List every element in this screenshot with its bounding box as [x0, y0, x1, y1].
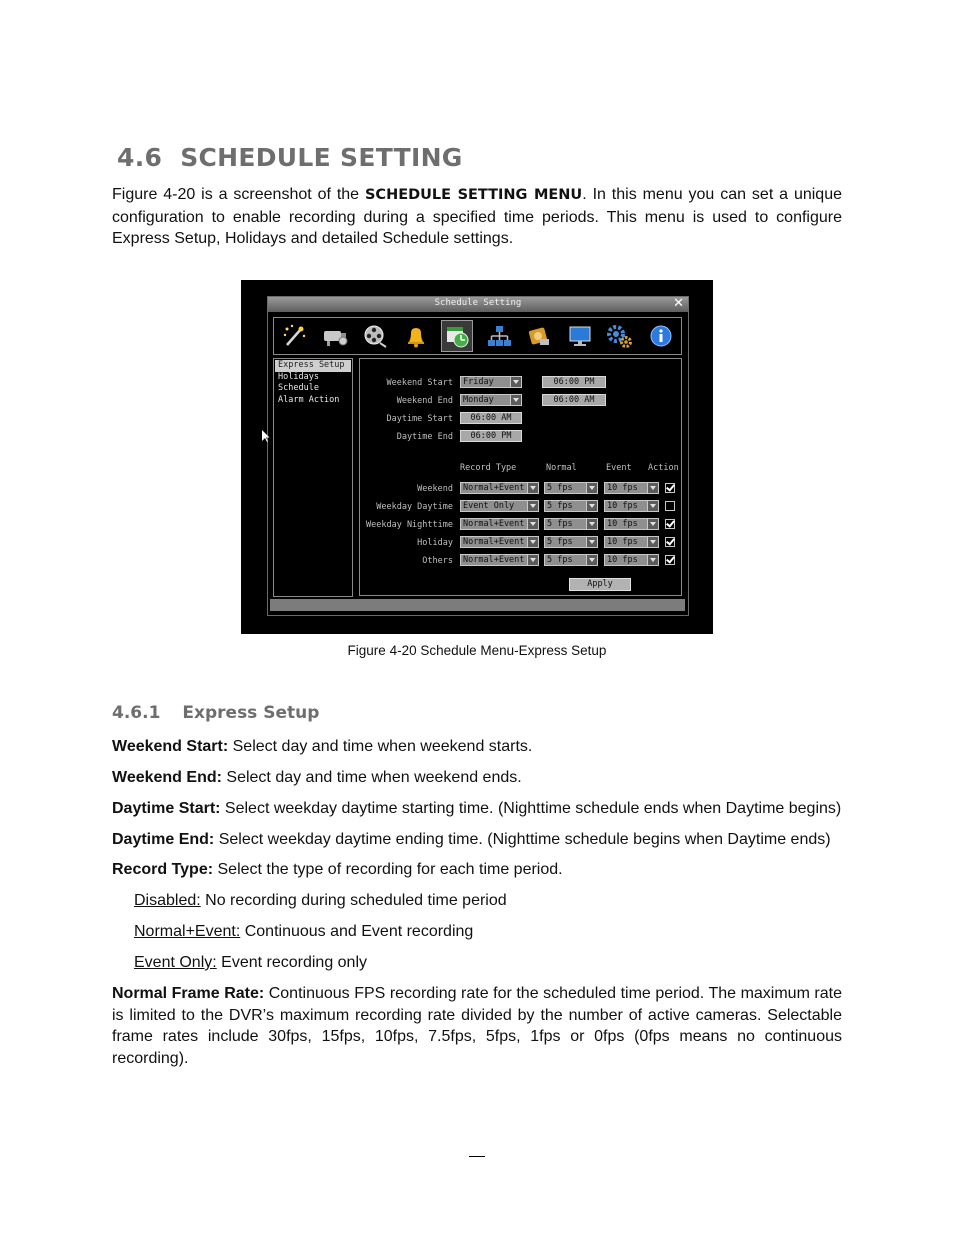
event-fps-select-holiday[interactable] — [604, 536, 659, 548]
definition-text: Select weekday daytime starting time. (Nighttime schedule ends when Daytime begins) — [220, 800, 842, 817]
chevron-down-icon — [647, 501, 658, 511]
option-normal-event — [134, 921, 473, 942]
schedule-icon[interactable] — [441, 320, 473, 352]
express-setup-panel — [359, 358, 682, 596]
definition-text: Select day and time when weekend starts. — [228, 738, 533, 755]
intro-text-2: . In this menu you can set a unique configuration to enable recording during a specified time periods. This menu is used to configure Express Setup, Holidays and detailed Schedule settings. — [112, 186, 843, 247]
event-fps-value: 10 fps — [607, 519, 638, 529]
chevron-down-icon — [586, 483, 597, 493]
action-checkbox-weekday-daytime[interactable] — [665, 501, 675, 511]
normal-fps-select-weekday-nighttime[interactable] — [544, 518, 598, 530]
dvr-screenshot — [241, 280, 713, 634]
event-fps-select-weekday-daytime[interactable] — [604, 500, 659, 512]
daytime-end-time-field[interactable]: 06:00 PM — [460, 430, 522, 442]
definition-term: Weekend Start: — [112, 738, 229, 755]
weekend-start-time-field[interactable]: 06:00 PM — [542, 376, 606, 388]
record-type-select-others[interactable] — [460, 554, 539, 566]
window-titlebar — [268, 297, 688, 312]
subsection-number: 4.6.1 — [112, 703, 161, 723]
event-fps-value: 10 fps — [607, 555, 638, 565]
chevron-down-icon — [647, 519, 658, 529]
chevron-down-icon — [586, 501, 597, 511]
menu-item-schedule[interactable]: Schedule — [278, 383, 319, 393]
record-type-select-weekday-daytime[interactable] — [460, 500, 539, 512]
row-label-weekday-nighttime: Weekday Nighttime — [366, 520, 453, 530]
option-text: Continuous and Event recording — [240, 923, 474, 940]
section-heading: SCHEDULE SETTING — [180, 143, 463, 172]
chevron-down-icon — [527, 537, 538, 547]
event-fps-select-weekend[interactable] — [604, 482, 659, 494]
row-label-weekday-daytime: Weekday Daytime — [376, 502, 453, 512]
definition-term: Weekend End: — [112, 769, 222, 786]
event-fps-value: 10 fps — [607, 483, 638, 493]
col-record-type: Record Type — [460, 463, 517, 473]
toolbar — [273, 317, 682, 355]
option-text: No recording during scheduled time period — [200, 892, 507, 909]
chevron-down-icon — [586, 537, 597, 547]
definition-text: Continuous FPS recording rate for the scheduled time period. The maximum rate is limited to the DVR’s maximum recording rate divided by the number of active cameras. Selectable frame rates include 30fps, 15fps, 10fps, 7.5fps, 5fps, 1fps or 0fps (0fps means no continuous recording). — [112, 985, 843, 1067]
menu-item-express-setup[interactable]: Express Setup — [275, 360, 351, 372]
window-title: Schedule Setting — [434, 298, 522, 308]
chevron-down-icon — [647, 555, 658, 565]
weekend-start-label: Weekend Start — [386, 378, 453, 388]
record-type-select-weekday-nighttime[interactable] — [460, 518, 539, 530]
option-term: Event Only: — [134, 954, 217, 971]
chevron-down-icon — [527, 483, 538, 493]
record-type-value: Normal+Event — [463, 483, 525, 493]
definition-daytime-end — [112, 829, 831, 850]
intro-paragraph — [112, 184, 842, 250]
action-checkbox-weekday-nighttime[interactable] — [665, 519, 675, 529]
monitor-icon[interactable] — [565, 321, 595, 351]
definition-record-type — [112, 859, 563, 880]
normal-fps-select-holiday[interactable] — [544, 536, 598, 548]
record-type-value: Normal+Event — [463, 519, 525, 529]
definition-weekend-start — [112, 736, 532, 757]
col-action: Action — [648, 463, 679, 473]
record-type-value: Normal+Event — [463, 537, 525, 547]
row-label-weekend: Weekend — [417, 484, 453, 494]
record-type-select-weekend[interactable] — [460, 482, 539, 494]
normal-fps-value: 5 fps — [547, 519, 573, 529]
intro-text-1: Figure 4-20 is a screenshot of the — [112, 186, 365, 203]
subsection-title — [112, 703, 319, 723]
col-event: Event — [606, 463, 632, 473]
record-type-select-holiday[interactable] — [460, 536, 539, 548]
gears-icon[interactable] — [605, 321, 635, 351]
record-type-value: Normal+Event — [463, 555, 525, 565]
definition-term: Normal Frame Rate: — [112, 985, 265, 1002]
chevron-down-icon — [527, 519, 538, 529]
action-checkbox-others[interactable] — [665, 555, 675, 565]
subsection-heading: Express Setup — [182, 703, 320, 723]
weekend-end-time-field[interactable]: 06:00 AM — [542, 394, 606, 406]
weekend-end-label: Weekend End — [396, 396, 453, 406]
settings-menu-list — [273, 358, 353, 597]
option-event-only — [134, 952, 367, 973]
definition-term: Daytime Start: — [112, 800, 221, 817]
figure-caption: Figure 4-20 Schedule Menu-Express Setup — [347, 643, 607, 658]
row-label-holiday: Holiday — [417, 538, 453, 548]
definition-term: Record Type: — [112, 861, 214, 878]
event-fps-value: 10 fps — [607, 537, 638, 547]
definition-term: Daytime End: — [112, 831, 215, 848]
normal-fps-value: 5 fps — [547, 501, 573, 511]
event-fps-select-weekday-nighttime[interactable] — [604, 518, 659, 530]
window-statusbar — [270, 599, 685, 611]
daytime-start-time-field[interactable]: 06:00 AM — [460, 412, 522, 424]
disk-icon[interactable] — [524, 321, 554, 351]
network-icon[interactable] — [484, 321, 514, 351]
definition-normal-frame-rate — [112, 983, 842, 1069]
film-reel-icon[interactable] — [360, 321, 390, 351]
row-label-others: Others — [422, 556, 453, 566]
normal-fps-select-weekday-daytime[interactable] — [544, 500, 598, 512]
weekend-end-day-select[interactable] — [460, 394, 522, 406]
daytime-end-label: Daytime End — [396, 432, 453, 442]
magic-wand-icon[interactable] — [279, 321, 309, 351]
camera-icon[interactable] — [320, 321, 350, 351]
intro-menu-name: SCHEDULE SETTING MENU — [364, 187, 583, 203]
bell-icon[interactable] — [401, 321, 431, 351]
close-icon[interactable]: ✕ — [673, 296, 684, 311]
event-fps-select-others[interactable] — [604, 554, 659, 566]
event-fps-value: 10 fps — [607, 501, 638, 511]
weekend-start-day-select[interactable] — [460, 376, 522, 388]
definition-text: Select day and time when weekend ends. — [221, 769, 522, 786]
chevron-down-icon — [647, 537, 658, 547]
normal-fps-value: 5 fps — [547, 483, 573, 493]
chevron-down-icon — [647, 483, 658, 493]
chevron-down-icon — [527, 555, 538, 565]
normal-fps-select-weekend[interactable] — [544, 482, 598, 494]
action-checkbox-weekend[interactable] — [665, 483, 675, 493]
definition-weekend-end — [112, 767, 522, 788]
weekend-end-day-value: Monday — [463, 395, 494, 405]
action-checkbox-holiday[interactable] — [665, 537, 675, 547]
option-disabled — [134, 890, 507, 911]
definition-daytime-start — [112, 798, 841, 819]
col-normal: Normal — [546, 463, 577, 473]
option-term: Normal+Event: — [134, 923, 241, 940]
menu-item-alarm-action[interactable]: Alarm Action — [278, 394, 340, 405]
info-icon[interactable] — [646, 321, 676, 351]
option-term: Disabled: — [134, 892, 201, 909]
daytime-start-label: Daytime Start — [386, 414, 453, 424]
weekend-start-day-value: Friday — [463, 377, 494, 387]
chevron-down-icon — [527, 501, 538, 511]
chevron-down-icon — [586, 519, 597, 529]
definition-text: Select weekday daytime ending time. (Nighttime schedule begins when Daytime ends) — [214, 831, 831, 848]
chevron-down-icon — [510, 395, 521, 405]
record-type-value: Event Only — [463, 501, 515, 511]
normal-fps-value: 5 fps — [547, 537, 573, 547]
page-number-line — [469, 1156, 485, 1157]
apply-button[interactable]: Apply — [569, 578, 631, 591]
mouse-cursor-icon — [262, 430, 270, 443]
menu-item-holidays[interactable]: Holidays — [278, 371, 319, 382]
schedule-setting-window — [267, 296, 689, 616]
section-title — [117, 143, 463, 172]
chevron-down-icon — [586, 555, 597, 565]
normal-fps-value: 5 fps — [547, 555, 573, 565]
section-number: 4.6 — [117, 143, 163, 172]
definition-text: Select the type of recording for each time period. — [213, 861, 563, 878]
option-text: Event recording only — [216, 954, 368, 971]
chevron-down-icon — [510, 377, 521, 387]
normal-fps-select-others[interactable] — [544, 554, 598, 566]
